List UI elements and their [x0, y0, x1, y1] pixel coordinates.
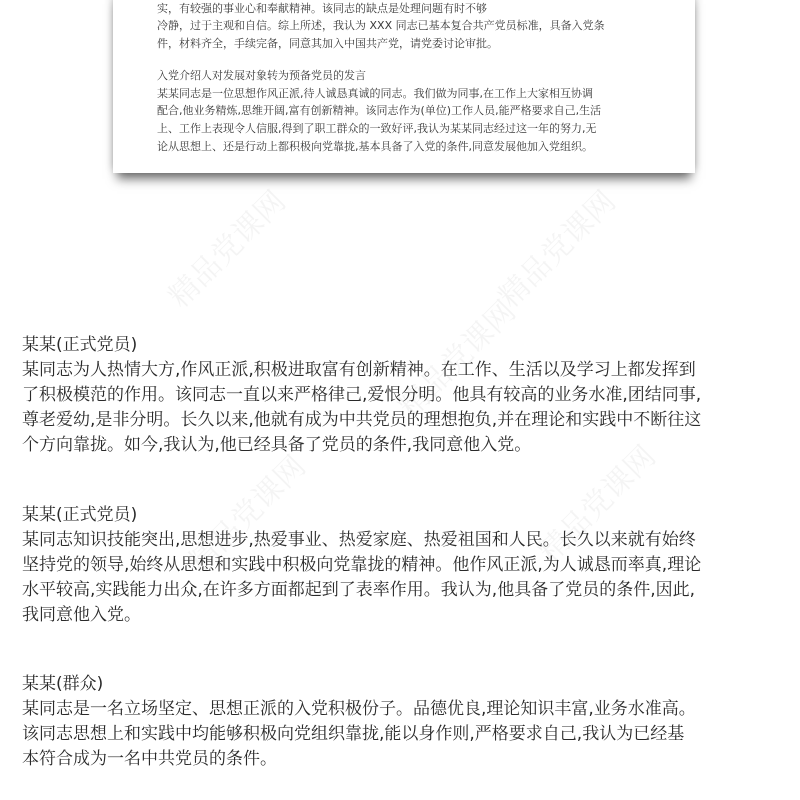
section-heading: 某某(群众) [22, 674, 104, 694]
preview-line: 某某同志是一位思想作风正派,待人诚恳真诚的同志。我们做为同事,在工作上大家相互协调 [157, 86, 593, 100]
section-line: 尊老爱幼,是非分明。长久以来,他就有成为中共党员的理想抱负,并在理论和实践中不断往这 [22, 410, 702, 430]
section-line: 水平较高,实践能力出众,在许多方面都起到了表率作用。我认为,他具备了党员的条件,因此, [22, 580, 696, 600]
watermark [486, 178, 623, 315]
preview-line: 实，有较强的事业心和奉献精神。该同志的缺点是处理问题有时不够 [157, 1, 487, 15]
preview-line: 上、工作上表现令人信服,得到了职工群众的一致好评,我认为某某同志经过这一年的努力,无 [157, 121, 597, 135]
document-preview-text [157, 0, 657, 155]
section-heading: 某某(正式党员) [22, 335, 138, 355]
section-3 [22, 672, 784, 772]
section-line: 个方向靠拢。如今,我认为,他已经具备了党员的条件,我同意他入党。 [22, 435, 532, 455]
section-line: 某同志是一名立场坚定、思想正派的入党积极份子。品德优良,理论知识丰富,业务水准高。 [22, 699, 696, 719]
preview-line: 冷静，过于主观和自信。综上所述，我认为 XXX 同志已基本复合共产党员标准，具备入党条 [157, 19, 605, 33]
preview-line: 论从思想上、还是行动上都积极向党靠拢,基本具备了入党的条件,同意发展他加入党组织。 [157, 139, 593, 153]
section-line: 该同志思想上和实践中均能够积极向党组织靠拢,能以身作则,严格要求自己,我认为已经基 [22, 724, 685, 744]
section-line: 某同志知识技能突出,思想进步,热爱事业、热爱家庭、热爱祖国和人民。长久以来就有始终 [22, 530, 696, 550]
section-line: 本符合成为一名中共党员的条件。 [22, 749, 277, 769]
watermark [156, 178, 293, 315]
section-line: 了积极模范的作用。该同志一直以来严格律己,爱恨分明。他具有较高的业务水准,团结同事, [22, 385, 702, 405]
section-heading: 某某(正式党员) [22, 505, 138, 525]
preview-line: 件，材料齐全，手续完备，同意其加入中国共产党，请党委讨论审批。 [157, 37, 498, 51]
section-line: 某同志为人热情大方,作风正派,积极进取富有创新精神。在工作、生活以及学习上都发挥到 [22, 360, 696, 380]
section-2 [22, 503, 784, 628]
section-line: 我同意他入党。 [22, 605, 141, 625]
section-1 [22, 333, 784, 458]
preview-heading: 入党介绍人对发展对象转为预备党员的发言 [157, 68, 366, 82]
document-preview-card [113, 0, 695, 173]
section-line: 坚持党的领导,始终从思想和实践中积极向党靠拢的精神。他作风正派,为人诚恳而率真,理论 [22, 555, 702, 575]
preview-line: 配合,他业务精炼,思维开阔,富有创新精神。该同志作为(单位)工作人员,能严格要求自己,生活 [157, 104, 602, 118]
